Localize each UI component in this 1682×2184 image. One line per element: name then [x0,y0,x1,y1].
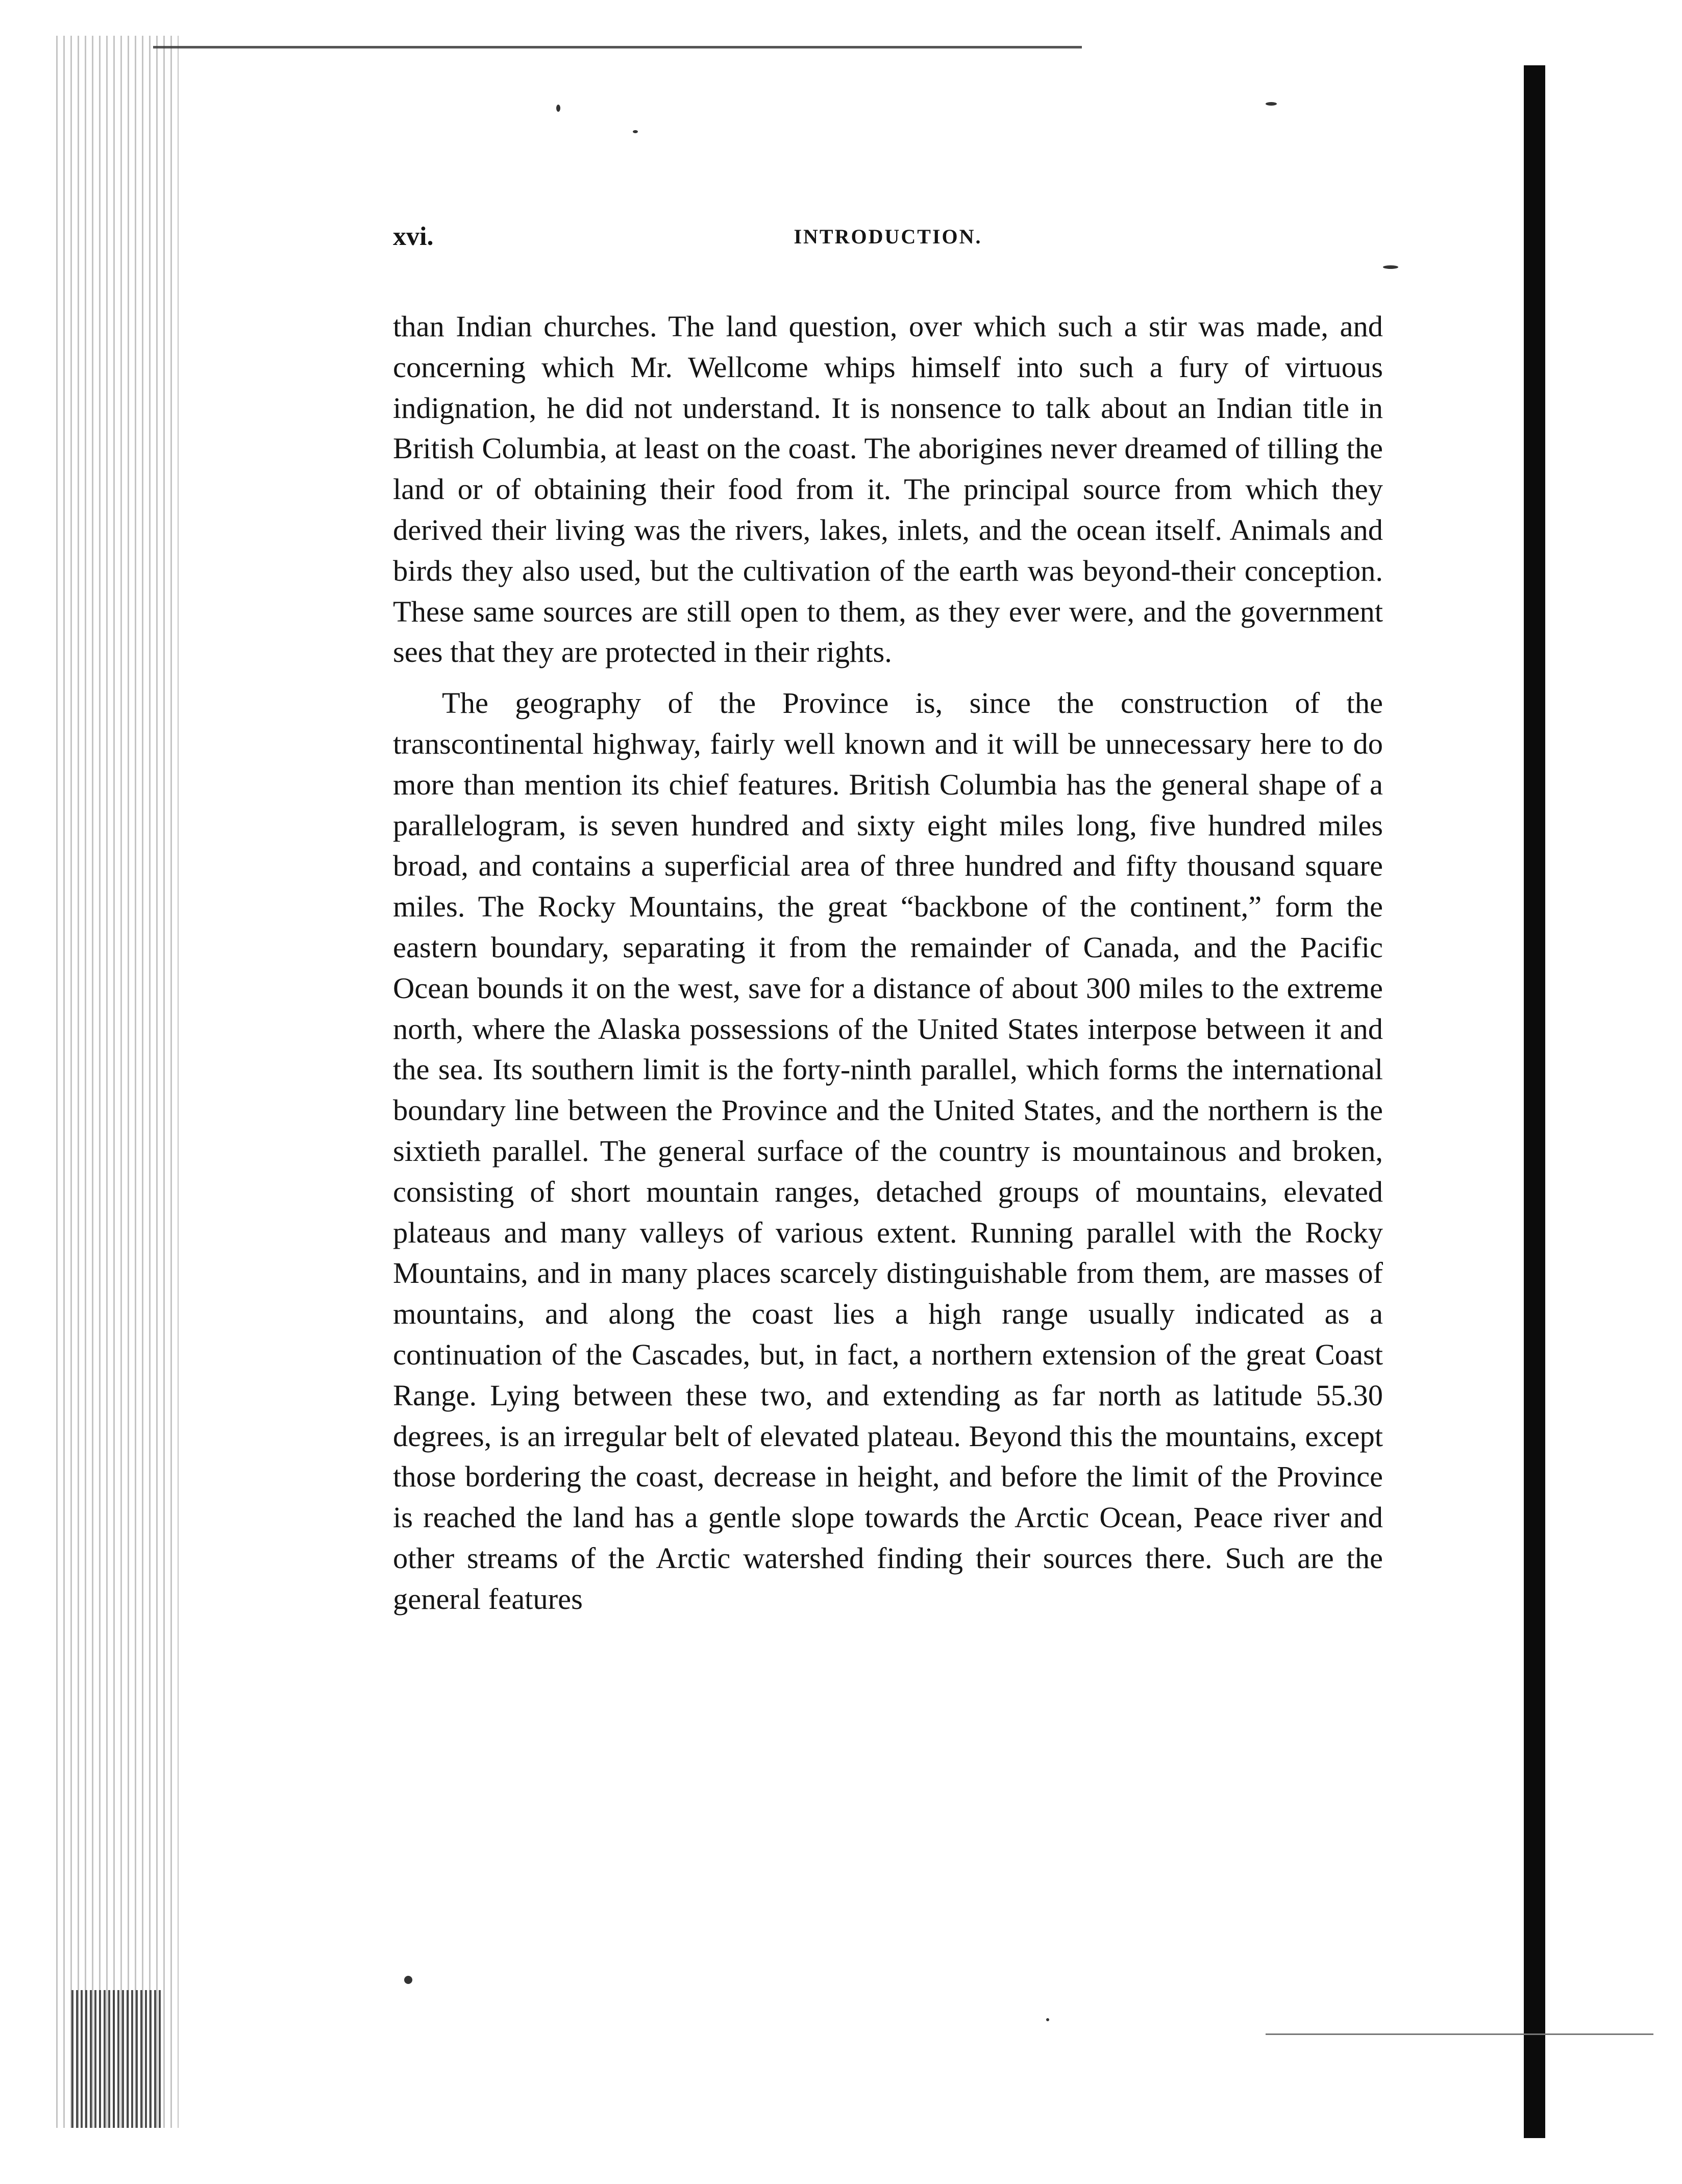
bottom-scan-rule [1266,2033,1653,2035]
chapter-title: INTRODUCTION. [794,225,982,248]
scan-speck [1266,102,1277,106]
book-page [393,214,1383,1620]
paragraph: The geography of the Province is, since the construction of the transcontinental highway, fairly well known and it will be unnecessary here to do more than mention its chief features. British Columbia has the general shape of a parallelogram, is seven hundred and sixty eight miles long, five hundred miles broad, and contains a superficial area of three hundred and fifty thousand square miles. The Rocky Mountains, the great “backbone of the continent,” form the eastern boundary, separating it from the remainder of Canada, and the Pacific Ocean bounds it on the west, save for a distance of about 300 miles to the extreme north, where the Alaska possessions of the United States interpose between it and the sea. Its southern limit is the forty-ninth parallel, which forms the international boundary line between the Province and the United States, and the northern is the sixtieth parallel. The general surface of the country is mountainous and broken, consisting of short mountain ranges, detached groups of mountains, elevated plateaus and many valleys of various extent. Running parallel with the Rocky Mountains, and in many places scarcely distinguishable from them, are masses of mountains, and along the coast lies a high range usually indicated as a continuation of the Cascades, but, in fact, a northern extension of the great Coast Range. Lying between these two, and extending as far north as latitude 55.30 degrees, is an irregular belt of elevated plateau. Beyond this the mountains, except those bordering the coast, decrease in height, and before the limit of the Province is reached the land has a gentle slope towards the Arctic Ocean, Peace river and other streams of the Arctic watershed finding their sources there. Such are the general features [393,686,1383,1616]
scan-speck [1383,265,1398,269]
binding-gutter [56,36,179,2128]
top-scan-rule [153,46,1082,48]
paragraph: than Indian churches. The land question, over which such a stir was made, and concerning which Mr. Wellcome whips himself into such a fury of virtuous indignation, he did not understand. It is nonsence to talk about an Indian title in British Columbia, at least on the coast. The aborigines never dreamed of tilling the land or of obtaining their food from it. The principal source from which they derived their living was the rivers, lakes, inlets, and the ocean itself. Animals and birds they also used, but the cultivation of the earth was beyond-their conception. These same sources are still open to them, as they ever were, and the government sees that they are protected in their rights. [393,310,1383,669]
body-text [393,306,1383,1620]
running-head [393,214,1383,255]
scan-speck [556,105,560,112]
scan-speck [633,130,638,133]
scan-speck [1046,2018,1049,2021]
scan-speck [404,1976,412,1984]
page-number: xvi. [393,222,434,251]
binding-gutter-shadow [71,1990,163,2128]
right-page-edge-bar [1524,65,1545,2138]
